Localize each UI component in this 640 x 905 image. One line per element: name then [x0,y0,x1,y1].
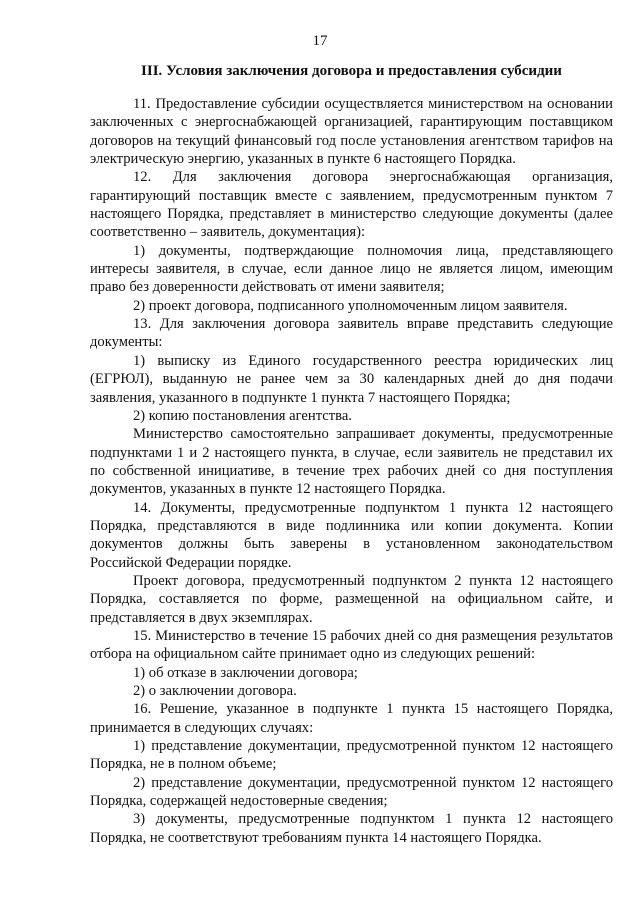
paragraph-12: 12. Для заключения договора энергоснабжающая организация, гарантирующий поставщик вместе с заявлением, предусмотренным пунктом 7 настоящего Порядка, представляет в министерство следующие документы (далее соответственно – заявитель, документация): [90,169,613,241]
page-number: 17 [312,33,328,49]
paragraph-13: 13. Для заключения договора заявитель вправе представить следующие документы: [90,316,613,351]
paragraph-15: 15. Министерство в течение 15 рабочих дней со дня размещения результатов отбора на официальном сайте принимает одно из следующих решений: [90,627,613,663]
paragraph-13-item-1: 1) выписку из Единого государственного реестра юридических лиц (ЕГРЮЛ), выданную не ранее чем за 30 календарных дней до дня подачи заявления, указанного в подпункте 1 пункта 7 настоящего Порядка; [90,352,613,406]
section-heading: III. Условия заключения договора и предоставления субсидии [141,63,562,79]
paragraph-12-item-1: 1) документы, подтверждающие полномочия лица, представляющего интересы заявителя, в случае, если данное лицо не является лицом, имеющим право без доверенности действовать от имени заявителя; [90,242,613,296]
paragraph-15-item-2: 2) о заключении договора. [133,683,297,699]
paragraph-14: 14. Документы, предусмотренные подпунктом 1 пункта 12 настоящего Порядка, представляются в виде подлинника или копии документа. Копии документов должны быть заверены в установленном законодательством Российской Федерации порядке. [90,499,613,571]
paragraph-16-item-2: 2) представление документации, предусмотренной пунктом 12 настоящего Порядка, содержащей недостоверные сведения; [90,774,613,810]
document-body [90,95,613,847]
paragraph-15-item-1: 1) об отказе в заключении договора; [133,664,358,681]
paragraph-13-item-2: 2) копию постановления агентства. [133,407,352,424]
paragraph-14-draft-contract: Проект договора, предусмотренный подпунктом 2 пункта 12 настоящего Порядка, составляется по форме, размещенной на официальном сайте, и представляется в двух экземплярах. [90,572,613,626]
paragraph-16: 16. Решение, указанное в подпункте 1 пункта 15 настоящего Порядка, принимается в следующих случаях: [90,701,613,736]
paragraph-16-item-1: 1) представление документации, предусмотренной пунктом 12 настоящего Порядка, не в полном объеме; [90,738,613,773]
paragraph-12-item-2: 2) проект договора, подписанного уполномоченным лицом заявителя. [133,297,568,314]
paragraph-11: 11. Предоставление субсидии осуществляется министерством на основании заключенных с энергоснабжающей организацией, гарантирующим поставщиком договоров на текущий финансовый год после установления агентством тарифов на электрическую энергию, указанных в пункте 6 настоящего Порядка. [90,96,613,168]
paragraph-16-item-3: 3) документы, предусмотренные подпунктом 1 пункта 12 настоящего Порядка, не соответствуют требованиям пункта 14 настоящего Порядка. [90,811,613,846]
paragraph-13-ministry-request: Министерство самостоятельно запрашивает документы, предусмотренные подпунктами 1 и 2 настоящего пункта, в случае, если заявитель не представил их по собственной инициативе, в течение трех рабочих дней со дня поступления документов, указанных в пункте 12 настоящего Порядка. [90,426,613,498]
